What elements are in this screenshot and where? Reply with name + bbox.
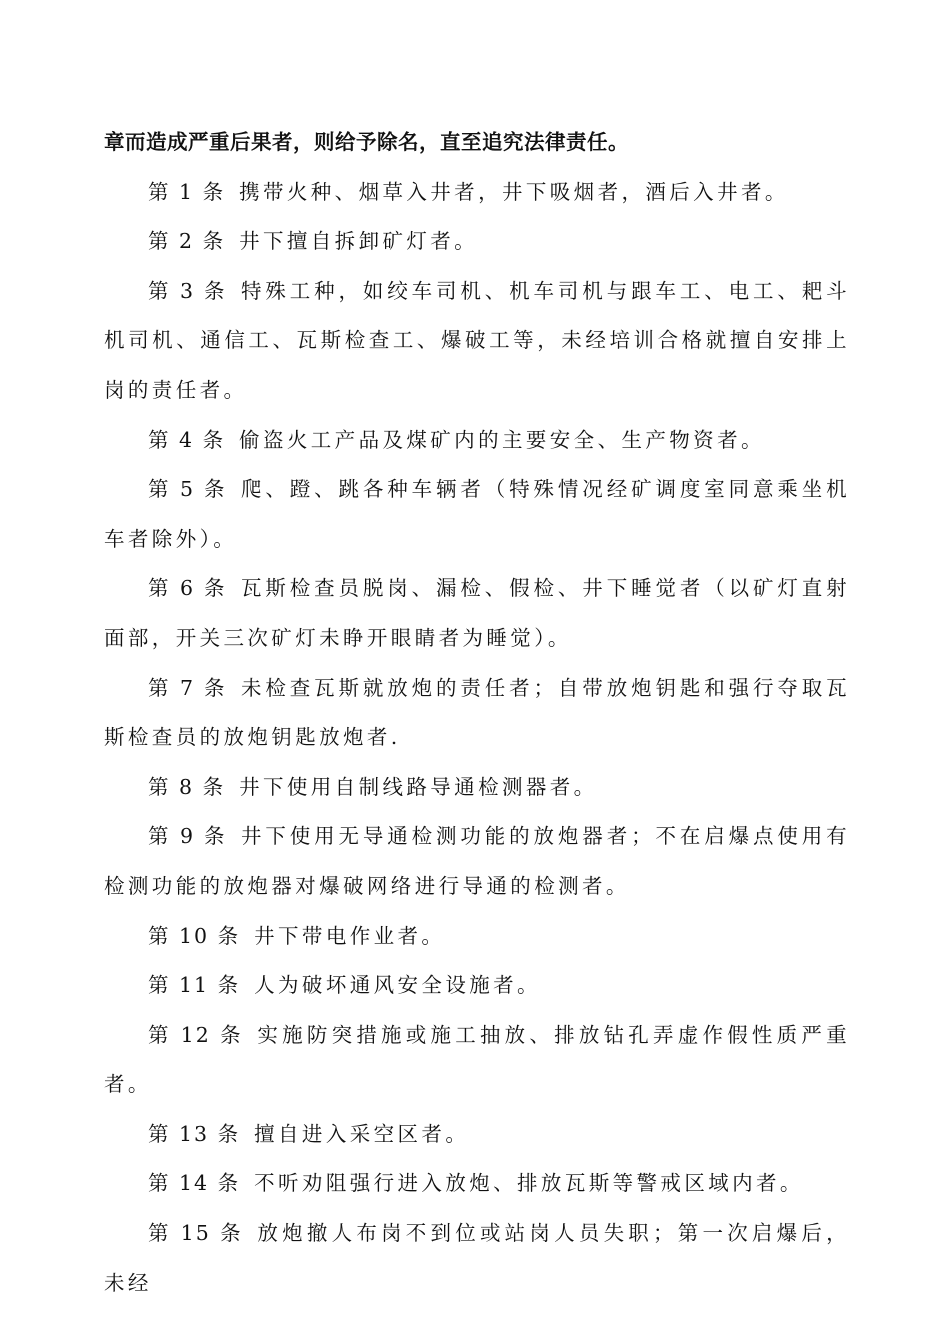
article-number: 第 3 条 [148,278,227,303]
article-text: 携带火种、烟草入井者，井下吸烟者，酒后入井者。 [239,179,789,204]
article-5 [104,465,850,564]
article-text: 井下擅自拆卸矿灯者。 [239,229,479,254]
article-1 [104,168,850,218]
document-body [104,118,850,1308]
article-number: 第 4 条 [148,427,226,452]
article-text: 井下使用自制线路导通检测器者。 [239,774,598,799]
article-6 [104,564,850,663]
article-13 [104,1110,850,1160]
article-text: 擅自进入采空区者。 [254,1121,470,1146]
article-text: 人为破坏通风安全设施者。 [254,973,541,998]
article-3 [104,267,850,416]
article-14 [104,1159,850,1209]
article-2 [104,217,850,267]
article-number: 第 13 条 [148,1121,241,1146]
article-number: 第 5 条 [148,477,227,502]
article-number: 第 9 条 [148,824,227,849]
article-text: 放炮撤人布岗不到位或站岗人员失职；第一次启爆后，未经 [104,1221,850,1295]
article-text: 特殊工种，如绞车司机、机车司机与跟车工、电工、耙斗机司机、通信工、瓦斯检查工、爆破工等，未经培训合格就擅自安排上岗的责任者。 [104,278,851,402]
article-number: 第 7 条 [148,675,227,700]
article-text: 井下使用无导通检测功能的放炮器者；不在启爆点使用有检测功能的放炮器对爆破网络进行导通的检测者。 [104,824,851,898]
article-text: 未检查瓦斯就放炮的责任者；自带放炮钥匙和强行夺取瓦斯检查员的放炮钥匙放炮者. [104,675,851,750]
article-7 [104,664,850,763]
article-text: 偷盗火工产品及煤矿内的主要安全、生产物资者。 [239,427,765,452]
article-text: 井下带电作业者。 [254,923,446,948]
article-number: 第 10 条 [148,923,241,948]
article-8 [104,763,850,813]
article-text: 瓦斯检查员脱岗、漏检、假检、井下睡觉者（以矿灯直射面部，开关三次矿灯未睁开眼睛者为睡觉）。 [104,576,851,650]
article-number: 第 12 条 [148,1022,244,1047]
article-10 [104,912,850,962]
article-12 [104,1011,850,1110]
article-number: 第 11 条 [148,973,241,998]
article-number: 第 15 条 [148,1221,244,1246]
article-15 [104,1209,850,1308]
article-9 [104,812,850,911]
article-11 [104,961,850,1011]
article-number: 第 6 条 [148,576,227,601]
article-number: 第 8 条 [148,774,226,799]
intro-paragraph: 章而造成严重后果者，则给予除名，直至追究法律责任。 [104,130,629,154]
article-text: 不听劝阻强行进入放炮、排放瓦斯等警戒区域内者。 [254,1171,804,1196]
article-number: 第 1 条 [148,179,226,204]
article-number: 第 2 条 [148,229,226,254]
article-number: 第 14 条 [148,1171,241,1196]
article-text: 爬、蹬、跳各种车辆者（特殊情况经矿调度室同意乘坐机车者除外）。 [104,477,851,551]
article-4 [104,416,850,466]
article-text: 实施防突措施或施工抽放、排放钻孔弄虚作假性质严重者。 [104,1022,850,1097]
